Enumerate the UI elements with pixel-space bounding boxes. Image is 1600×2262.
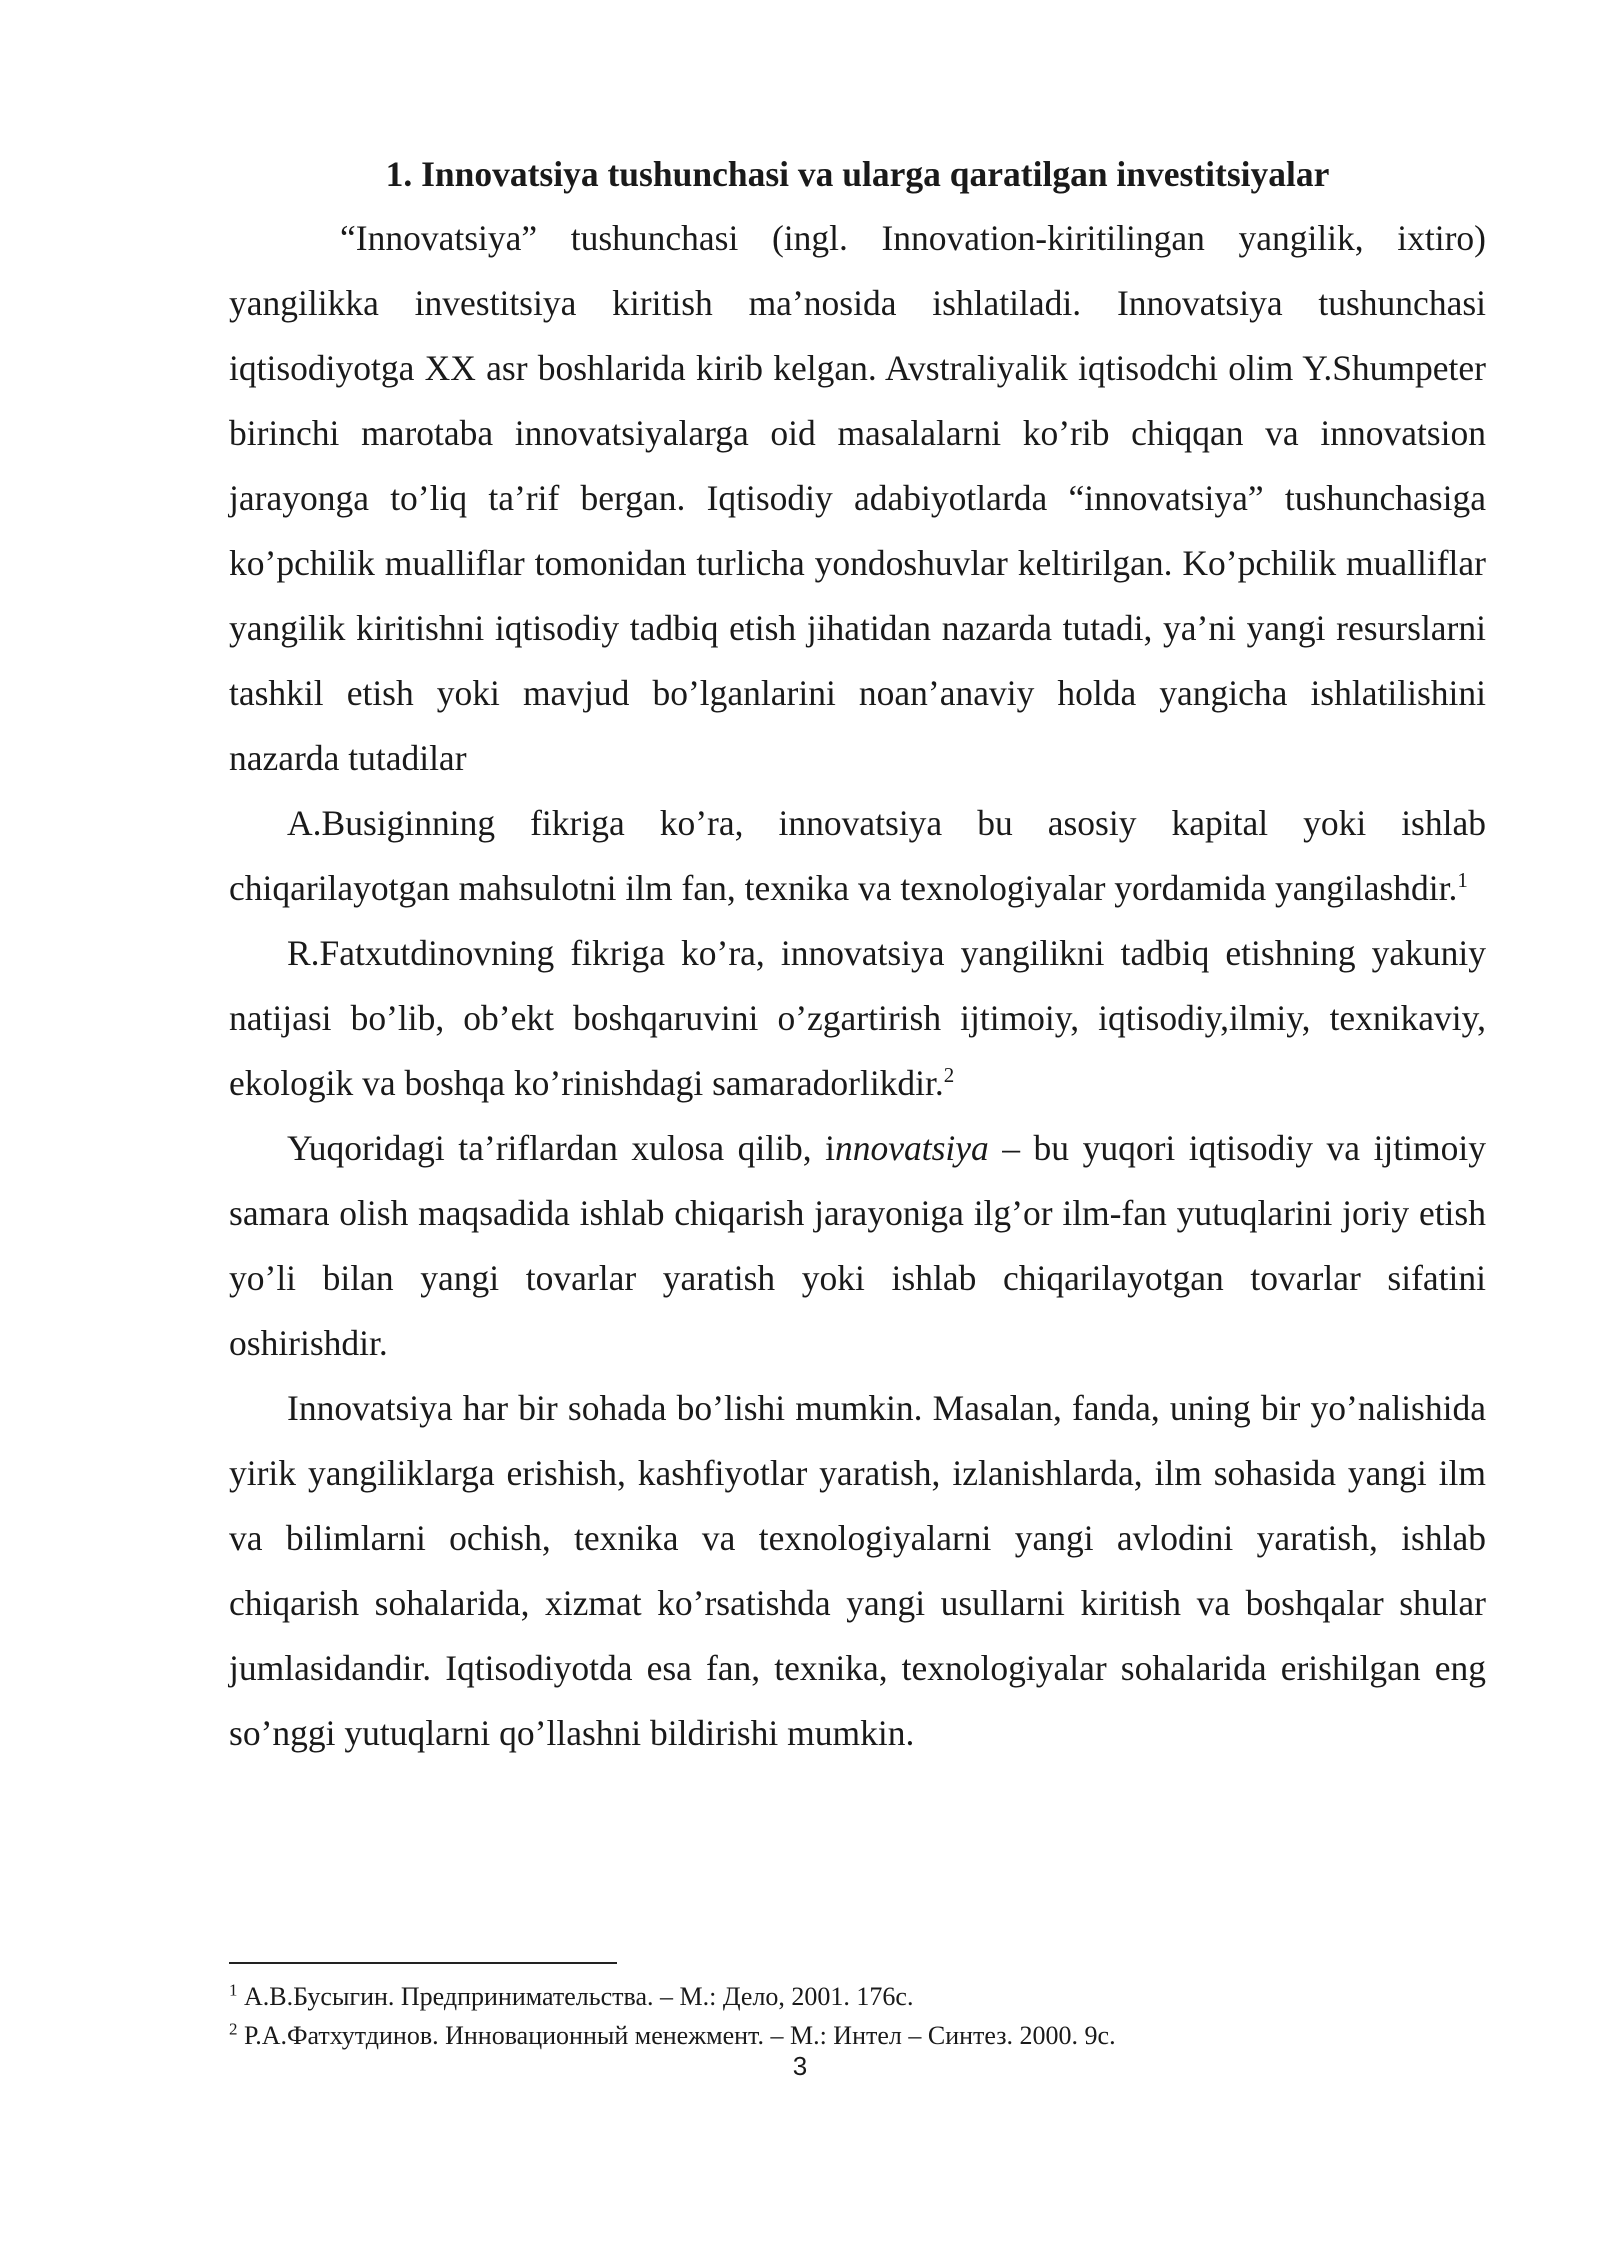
- paragraph-busygin-text: A.Busiginning fikriga ko’ra, innovatsiya bu asosiy kapital yoki ishlab chiqarilayotgan mahsulotni ilm fan, texnika va texnologiyalar yordamida yangilashdir.: [229, 803, 1486, 908]
- paragraph-conclusion-lead: Yuqoridagi ta’riflardan xulosa qilib, i: [287, 1128, 835, 1168]
- paragraph-conclusion: [229, 1116, 1486, 1376]
- section-heading: 1. Innovatsiya tushunchasi va ularga qaratilgan investitsiyalar: [385, 154, 1330, 194]
- footnote-separator: [229, 1962, 617, 1964]
- footnote-1-mark: 1: [229, 1980, 238, 2000]
- innovatsiya-term: nnovatsiya: [834, 1128, 989, 1168]
- footnote-reference-1[interactable]: 1: [1457, 868, 1468, 893]
- page-number: 3: [792, 2051, 808, 2081]
- footnote-2-mark: 2: [229, 2019, 238, 2039]
- document-body: [229, 148, 1486, 1766]
- footnotes: [229, 1977, 1486, 2055]
- footnote-reference-2[interactable]: 2: [943, 1063, 955, 1088]
- paragraph-busygin: [229, 791, 1486, 921]
- paragraph-spheres: Innovatsiya har bir sohada bo’lishi mumkin. Masalan, fanda, uning bir yo’nalishida yirik yangiliklarga erishish, kashfiyotlar yaratish, izlanishlarda, ilm sohasida yangi ilm va bilimlarni ochish, texnika va texnologiyalarni yangi avlodini yaratish, ishlab chiqarish sohalarida, xizmat ko’rsatishda yangi usullarni kiritish va boshqalar shular jumlasidandir. Iqtisodiyotda esa fan, texnika, texnologiyalar sohalarida erishilgan eng so’nggi yutuqlarni qo’llashni bildirishi mumkin.: [229, 1388, 1486, 1753]
- footnote-2: [229, 2016, 1486, 2055]
- footnote-1-text: А.В.Бусыгин. Предпринимательства. – М.: Дело, 2001. 176с.: [237, 1982, 914, 2011]
- paragraph-fatxutdinov-text: R.Fatxutdinovning fikriga ko’ra, innovatsiya yangilikni tadbiq etishning yakuniy natijasi bo’lib, ob’ekt boshqaruvini o’zgartirish ijtimoiy, iqtisodiy,ilmiy, texnikaviy, ekologik va boshqa ko’rinishdagi samaradorlikdir.: [229, 933, 1486, 1103]
- footnote-2-text: Р.А.Фатхутдинов. Инновационный менежмент. – М.: Интел – Синтез. 2000. 9с.: [237, 2021, 1116, 2050]
- paragraph-innovation-definition: “Innovatsiya” tushunchasi (ingl. Innovation-kiritilingan yangilik, ixtiro) yangilikka investitsiya kiritish ma’nosida ishlatiladi. Innovatsiya tushunchasi iqtisodiyotga XX asr boshlarida kirib kelgan. Avstraliyalik iqtisodchi olim Y.Shumpeter birinchi marotaba innovatsiyalarga oid masalalarni ko’rib chiqqan va innovatsion jarayonga to’liq ta’rif bergan. Iqtisodiy adabiyotlarda “innovatsiya” tushunchasiga ko’pchilik mualliflar tomonidan turlicha yondoshuvlar keltirilgan. Ko’pchilik mualliflar yangilik kiritishni iqtisodiy tadbiq etish jihatidan nazarda tutadi, ya’ni yangi resurslarni tashkil etish yoki mavjud bo’lganlarini noan’anaviy holda yangicha ishlatilishini nazarda tutadilar: [229, 218, 1486, 778]
- paragraph-conclusion-rest: – bu yuqori iqtisodiy va ijtimoiy samara olish maqsadida ishlab chiqarish jarayoniga ilg’or ilm-fan yutuqlarini joriy etish yo’li bilan yangi tovarlar yaratish yoki ishlab chiqarilayotgan tovarlar sifatini oshirishdir.: [229, 1128, 1486, 1363]
- footnote-1: [229, 1977, 1486, 2016]
- paragraph-fatxutdinov: [229, 921, 1486, 1116]
